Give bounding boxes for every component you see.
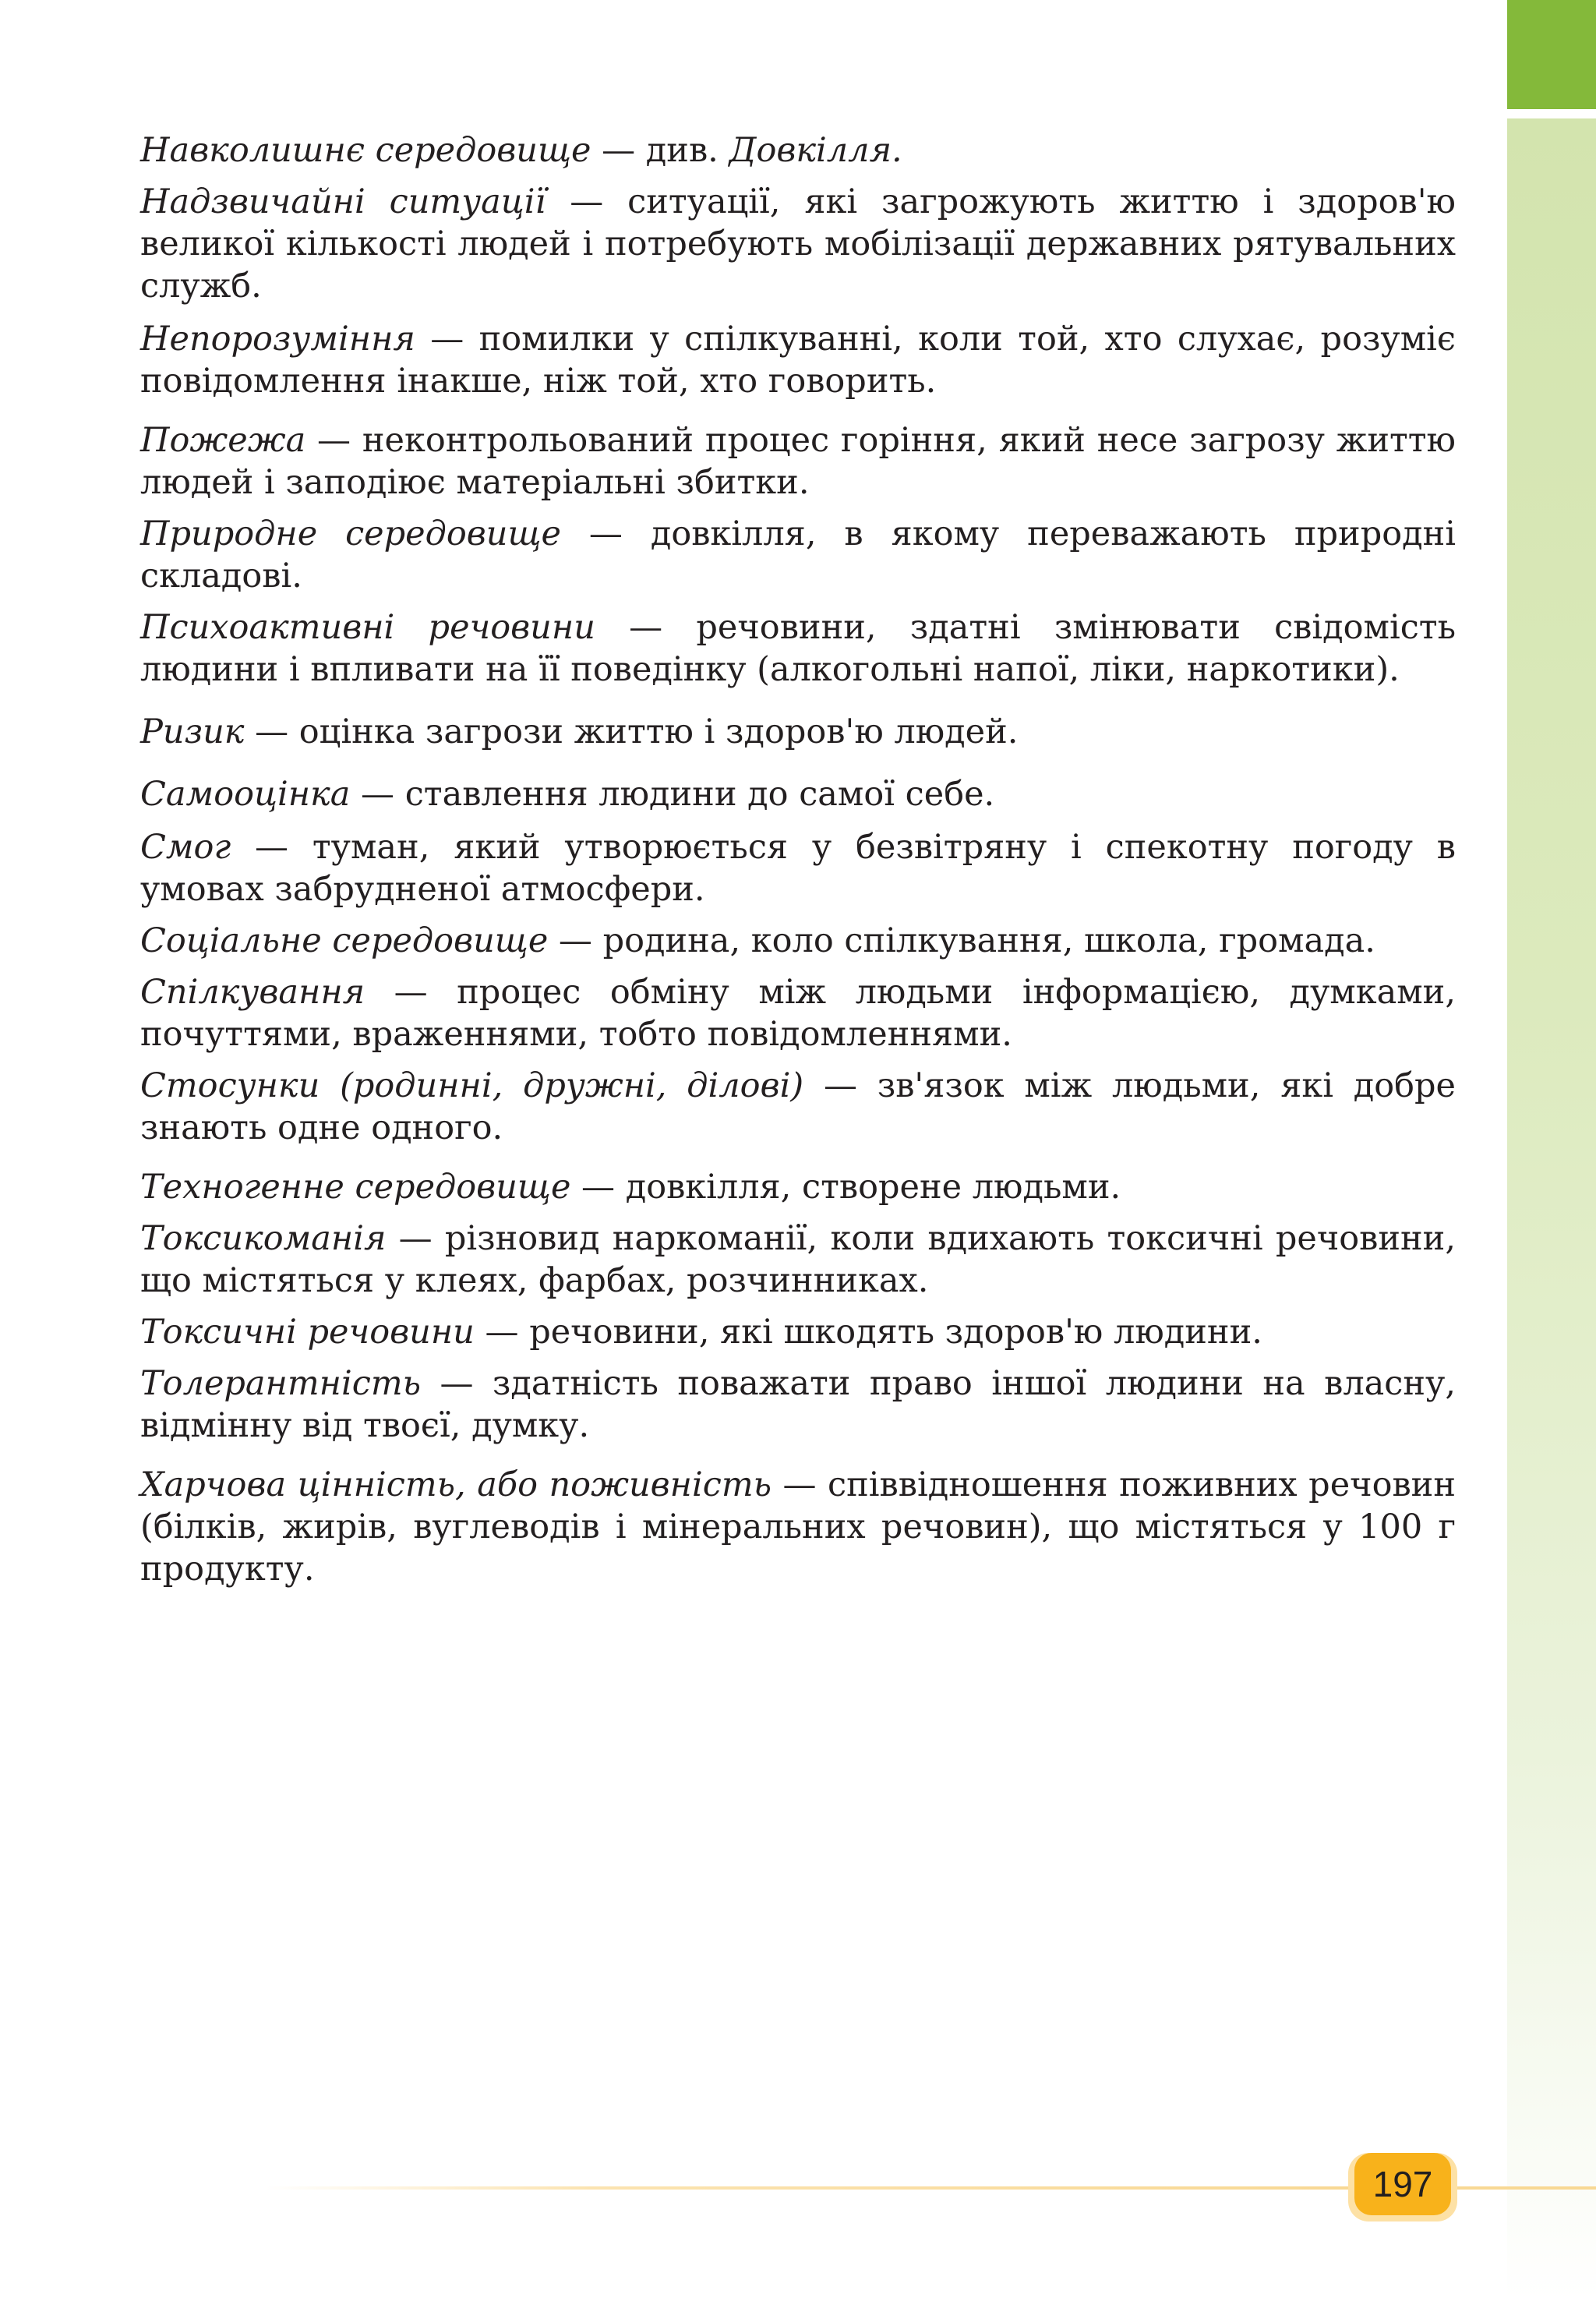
glossary-entry (140, 318, 1456, 402)
glossary-entry (140, 129, 1456, 171)
entry-definition: — співвідношення поживних речовин (білків, жирів, вуглеводів і мінеральних речовин), що містяться у 100 г продукту. (140, 1465, 1457, 1589)
entry-term: Смог (140, 828, 231, 867)
entry-definition: — див. (591, 131, 729, 170)
entry-term: Природне середовище (140, 514, 561, 553)
glossary-entry (140, 920, 1456, 962)
glossary (140, 129, 1456, 1590)
entry-definition: — родина, коло спілкування, школа, громада. (548, 921, 1375, 960)
entry-definition: — різновид наркоманії, коли вдихають токсичні речовини, що містяться у клеях, фарбах, розчинниках. (140, 1219, 1456, 1300)
glossary-entry (140, 1218, 1456, 1302)
entry-term: Ризик (140, 712, 245, 751)
entry-term: Пожежа (140, 421, 306, 460)
entry-definition: — процес обміну між людьми інформацією, думками, почуттями, враженнями, тобто повідомленнями. (140, 973, 1456, 1054)
entry-term: Харчова цінність, або поживність (140, 1465, 772, 1504)
entry-term: Психоактивні речовини (140, 608, 595, 647)
entry-definition: — речовини, здатні змінювати свідомість людини і впливати на її поведінку (алкогольні напої, ліки, наркотики). (140, 608, 1456, 689)
entry-definition: — оцінка загрози життю і здоров'ю людей. (244, 712, 1019, 751)
glossary-entry (140, 1464, 1456, 1590)
entry-term: Стосунки (родинні, дружні, ділові) (140, 1066, 804, 1105)
glossary-entry (140, 971, 1456, 1055)
entry-definition: — довкілля, в якому переважають природні складові. (140, 514, 1457, 596)
footer-rule (265, 2186, 1348, 2190)
entry-term: Самооцінка (140, 775, 351, 814)
entry-definition: — ситуації, які загрожують життю і здоров'ю великої кількості людей і потребують мобілізації державних рятувальних служб. (140, 182, 1456, 306)
glossary-entry (140, 181, 1456, 307)
glossary-entry (140, 1363, 1456, 1447)
entry-term: Навколишнє середовище (140, 131, 591, 170)
chapter-tab (1507, 0, 1596, 109)
entry-term: Токсичні речовини (140, 1313, 475, 1352)
glossary-entry (140, 419, 1456, 504)
page-number: 197 (1354, 2153, 1451, 2215)
glossary-entry (140, 1166, 1456, 1208)
glossary-entry (140, 773, 1456, 815)
glossary-entry (140, 513, 1456, 597)
entry-term: Непорозуміння (140, 320, 415, 359)
entry-reference: Довкілля. (729, 131, 902, 170)
entry-definition: — помилки у спілкуванні, коли той, хто слухає, розуміє повідомлення інакше, ніж той, хто говорить. (140, 320, 1456, 401)
entry-definition: — ставлення людини до самої себе. (350, 775, 995, 814)
entry-definition: — неконтрольований процес горіння, який несе загрозу життю людей і заподіює матеріальні збитки. (140, 421, 1456, 502)
entry-term: Соціальне середовище (140, 921, 549, 960)
glossary-entry (140, 826, 1456, 910)
entry-definition: — речовини, які шкодять здоров'ю людини. (474, 1313, 1262, 1352)
entry-term: Толерантність (140, 1364, 421, 1403)
glossary-entry (140, 606, 1456, 691)
glossary-entry (140, 1065, 1456, 1149)
entry-term: Техногенне середовище (140, 1168, 571, 1207)
entry-term: Надзвичайні ситуації (140, 182, 546, 221)
entry-definition: — довкілля, створене людьми. (570, 1168, 1121, 1207)
footer-rule-right (1457, 2186, 1596, 2190)
entry-definition: — зв'язок між людьми, які добре знають одне одного. (140, 1066, 1456, 1147)
glossary-entry (140, 711, 1456, 753)
glossary-entry (140, 1311, 1456, 1353)
entry-term: Спілкування (140, 973, 365, 1012)
entry-definition: — туман, який утворюється у безвітряну і спекотну погоду в умовах забрудненої атмосфери. (140, 828, 1456, 909)
entry-definition: — здатність поважати право іншої людини на власну, відмінну від твоєї, думку. (140, 1364, 1456, 1445)
side-strip (1507, 118, 1596, 2301)
entry-term: Токсикоманія (140, 1219, 387, 1258)
